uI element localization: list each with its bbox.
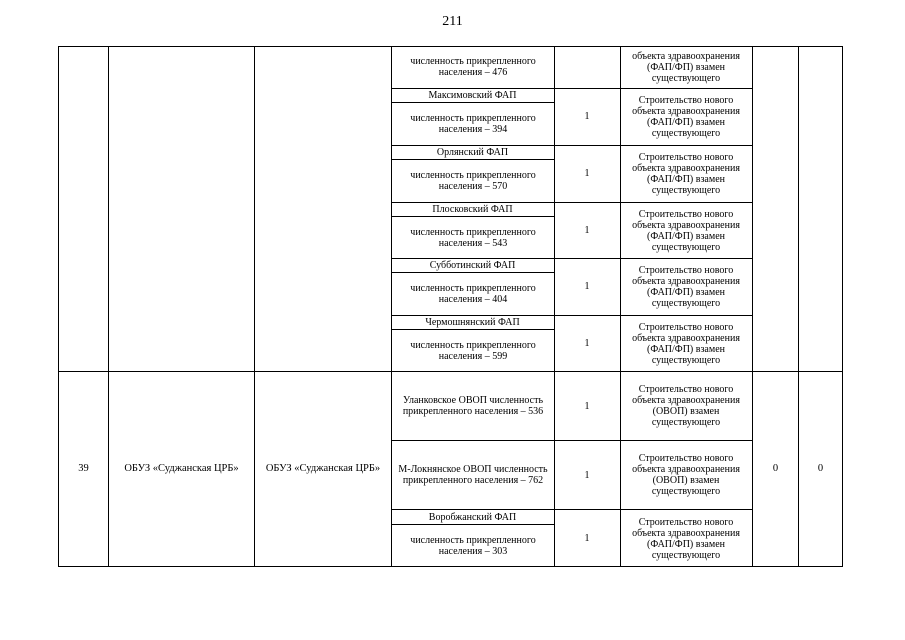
facility-count: 1 [584, 111, 590, 122]
facility-action: Строительство нового объекта здравоохранения (ФАП/ФП) взамен существующего [632, 321, 740, 366]
facility-name: Воробжанский ФАП [428, 511, 517, 523]
facility-name: Максимовский ФАП [428, 89, 517, 101]
facility-action: Строительство нового объекта здравоохранения (ФАП/ФП) взамен существующего [632, 95, 740, 139]
facility-population: численность прикрепленного населения – 394 [410, 113, 536, 135]
continued-action: объекта здравоохранения (ФАП/ФП) взамен существующего [632, 50, 740, 84]
row-number: 39 [78, 463, 89, 474]
table-bottom-border [58, 566, 843, 567]
facility-name: Орлянский ФАП [436, 146, 509, 158]
facility-count: 1 [584, 337, 590, 349]
page-number: 211 [442, 14, 463, 29]
col-border-5 [620, 46, 621, 567]
col-border-3 [391, 46, 392, 567]
facility-action: Строительство нового объекта здравоохранения (ОВОП) взамен существующего [632, 453, 740, 497]
facility-population: численность прикрепленного населения – 543 [410, 226, 536, 249]
facility-action: Строительство нового объекта здравоохранения (ФАП/ФП) взамен существующего [632, 516, 740, 561]
facility-count: 1 [584, 400, 590, 412]
facility-count: 1 [584, 168, 590, 179]
facility-population: численность прикрепленного населения – 404 [410, 283, 536, 305]
facility-count: 1 [584, 224, 590, 236]
facility-description: Уланковское ОВОП численность прикрепленного населения – 536 [402, 395, 544, 417]
facility-table [58, 46, 843, 567]
facility-name: Плосковский ФАП [432, 203, 513, 215]
facility-count: 1 [584, 469, 590, 481]
facility-action: Строительство нового объекта здравоохранения (ФАП/ФП) взамен существующего [632, 265, 740, 309]
facility-action: Строительство нового объекта здравоохранения (ФАП/ФП) взамен существующего [632, 208, 740, 253]
facility-population: численность прикрепленного населения – 303 [410, 534, 536, 557]
facility-population: численность прикрепленного населения – 599 [410, 339, 536, 362]
organization-name-2: ОБУЗ «Суджанская ЦРБ» [265, 463, 381, 474]
facility-name: Субботинский ФАП [429, 259, 516, 271]
facility-action: Строительство нового объекта здравоохранения (ОВОП) взамен существующего [632, 384, 740, 428]
organization-name: ОБУЗ «Суджанская ЦРБ» [124, 463, 239, 474]
value-col-b: 0 [817, 463, 824, 474]
facility-count: 1 [584, 532, 590, 544]
facility-population: численность прикрепленного населения – 570 [410, 170, 536, 192]
facility-count: 1 [584, 281, 590, 292]
facility-name: Чермошнянский ФАП [425, 316, 520, 328]
facility-description: М-Локнянское ОВОП численность прикрепленного населения – 762 [398, 464, 548, 486]
col-border-8 [842, 46, 843, 567]
facility-action: Строительство нового объекта здравоохранения (ФАП/ФП) взамен существующего [632, 152, 740, 196]
value-col-a: 0 [772, 463, 779, 474]
continued-population: численность прикрепленного населения – 476 [410, 56, 536, 78]
